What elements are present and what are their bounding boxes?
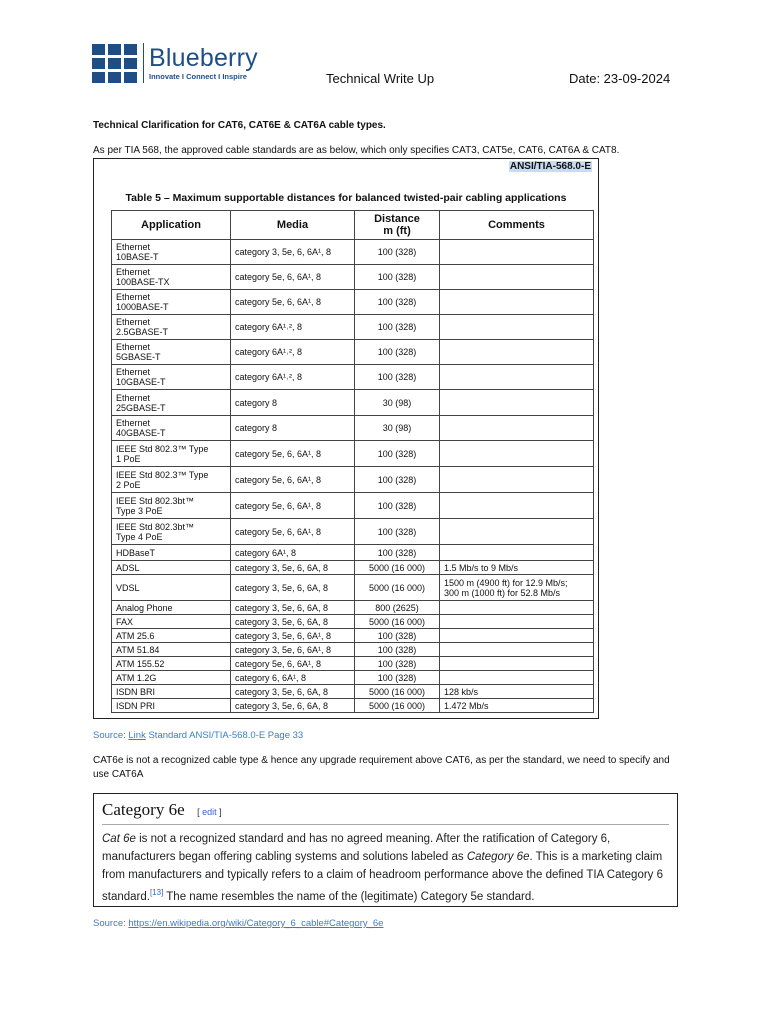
cell-application: ISDN BRI	[112, 685, 231, 699]
cell-media: category 5e, 6, 6A¹, 8	[231, 467, 355, 493]
cell-media: category 5e, 6, 6A¹, 8	[231, 441, 355, 467]
logo-grid-icon	[92, 44, 137, 83]
cell-comments	[440, 657, 594, 671]
cell-comments	[440, 340, 594, 365]
cell-application: ATM 1.2G	[112, 671, 231, 685]
cell-application: ISDN PRI	[112, 699, 231, 713]
standard-label: ANSI/TIA-568.0-E	[509, 161, 591, 172]
table-row	[112, 441, 594, 467]
cell-media: category 5e, 6, 6A¹, 8	[231, 519, 355, 545]
cell-comments	[440, 615, 594, 629]
cell-comments	[440, 315, 594, 340]
table-row	[112, 315, 594, 340]
cell-media: category 8	[231, 416, 355, 441]
cell-application: ADSL	[112, 561, 231, 575]
table-row	[112, 685, 594, 699]
cell-distance: 100 (328)	[355, 340, 440, 365]
cell-application: VDSL	[112, 575, 231, 601]
wiki-edit: [ edit ]	[197, 807, 222, 817]
cell-media: category 3, 5e, 6, 6A, 8	[231, 685, 355, 699]
cell-application: Ethernet 100BASE-TX	[112, 265, 231, 290]
wiki-heading-row	[102, 800, 669, 825]
table-row	[112, 519, 594, 545]
cell-comments	[440, 671, 594, 685]
table-row	[112, 290, 594, 315]
col-header-comments: Comments	[440, 211, 594, 240]
cell-comments: 1.5 Mb/s to 9 Mb/s	[440, 561, 594, 575]
table-header-row	[112, 211, 594, 240]
cell-distance: 100 (328)	[355, 545, 440, 561]
cell-comments	[440, 643, 594, 657]
distances-table	[111, 210, 594, 713]
cell-distance: 30 (98)	[355, 416, 440, 441]
col-header-distance: Distance m (ft)	[355, 211, 440, 240]
cell-application: ATM 25.6	[112, 629, 231, 643]
cell-distance: 5000 (16 000)	[355, 685, 440, 699]
cell-application: ATM 155.52	[112, 657, 231, 671]
cell-media: category 6A¹˒², 8	[231, 315, 355, 340]
table-row	[112, 671, 594, 685]
cell-distance: 100 (328)	[355, 290, 440, 315]
cell-comments	[440, 365, 594, 390]
table-row	[112, 467, 594, 493]
cell-application: IEEE Std 802.3™ Type 1 PoE	[112, 441, 231, 467]
cell-distance: 100 (328)	[355, 467, 440, 493]
cell-application: Ethernet 25GBASE-T	[112, 390, 231, 416]
logo-name: Blueberry	[149, 44, 258, 72]
cell-comments	[440, 601, 594, 615]
cell-media: category 3, 5e, 6, 6A, 8	[231, 601, 355, 615]
cell-media: category 5e, 6, 6A¹, 8	[231, 657, 355, 671]
cell-comments: 128 kb/s	[440, 685, 594, 699]
cell-comments	[440, 265, 594, 290]
cell-media: category 8	[231, 390, 355, 416]
cell-comments	[440, 467, 594, 493]
cell-distance: 5000 (16 000)	[355, 575, 440, 601]
cell-application: Ethernet 5GBASE-T	[112, 340, 231, 365]
table-row	[112, 493, 594, 519]
cell-distance: 100 (328)	[355, 265, 440, 290]
cell-media: category 6A¹, 8	[231, 545, 355, 561]
cell-media: category 5e, 6, 6A¹, 8	[231, 290, 355, 315]
cell-comments	[440, 290, 594, 315]
cell-distance: 100 (328)	[355, 629, 440, 643]
cell-distance: 100 (328)	[355, 315, 440, 340]
cell-application: FAX	[112, 615, 231, 629]
cell-distance: 5000 (16 000)	[355, 561, 440, 575]
cell-comments: 1.472 Mb/s	[440, 699, 594, 713]
cell-distance: 100 (328)	[355, 441, 440, 467]
table-row	[112, 575, 594, 601]
cell-distance: 100 (328)	[355, 671, 440, 685]
cell-distance: 100 (328)	[355, 519, 440, 545]
cat6e-note: CAT6e is not a recognized cable type & hence any upgrade requirement above CAT6, as per the standard, we need to specify and use CAT6A	[93, 755, 670, 780]
cell-comments	[440, 441, 594, 467]
wiki-title: Category 6e	[102, 800, 185, 819]
cell-distance: 100 (328)	[355, 240, 440, 265]
doc-date: Date: 23-09-2024	[569, 71, 671, 86]
table-row	[112, 390, 594, 416]
cell-distance: 100 (328)	[355, 493, 440, 519]
col-header-application: Application	[112, 211, 231, 240]
table-row	[112, 629, 594, 643]
cell-application: Ethernet 10BASE-T	[112, 240, 231, 265]
cell-distance: 5000 (16 000)	[355, 615, 440, 629]
table-row	[112, 340, 594, 365]
cell-distance: 800 (2625)	[355, 601, 440, 615]
table-source	[93, 730, 303, 741]
table-caption: Table 5 – Maximum supportable distances for balanced twisted-pair cabling applications	[125, 192, 567, 204]
intro-paragraph: As per TIA 568, the approved cable standards are as below, which only specifies CAT3, CAT5e, CAT6, CAT6A & CAT8.	[93, 145, 620, 156]
cell-media: category 5e, 6, 6A¹, 8	[231, 265, 355, 290]
col-header-media: Media	[231, 211, 355, 240]
cell-media: category 3, 5e, 6, 6A, 8	[231, 561, 355, 575]
cell-media: category 3, 5e, 6, 6A, 8	[231, 575, 355, 601]
cell-media: category 3, 5e, 6, 6A, 8	[231, 615, 355, 629]
standard-table-figure	[93, 158, 599, 719]
cell-distance: 100 (328)	[355, 657, 440, 671]
cell-comments	[440, 629, 594, 643]
cell-media: category 6A¹˒², 8	[231, 340, 355, 365]
cell-application: Ethernet 10GBASE-T	[112, 365, 231, 390]
wiki-reference-link[interactable]: [13]	[149, 888, 164, 897]
table-row	[112, 265, 594, 290]
wiki-source-link[interactable]: https://en.wikipedia.org/wiki/Category_6_cable#Category_6e	[128, 918, 384, 929]
cell-comments	[440, 416, 594, 441]
wiki-paragraph: Cat 6e is not a recognized standard and has no agreed meaning. After the ratification of Category 6, manufacturers began offering cabling systems and solutions labeled as Category 6e. This is a marketing claim from manufacturers and typically refers to a claim of headroom performance above the defined TIA Category 6 standard.[13] The name resembles the name of the (legitimate) Category 5e standard.	[102, 833, 664, 903]
doc-type-title: Technical Write Up	[326, 71, 435, 86]
cell-comments: 1500 m (4900 ft) for 12.9 Mb/s; 300 m (1000 ft) for 52.8 Mb/s	[440, 575, 594, 601]
wiki-edit-link[interactable]: edit	[202, 807, 217, 817]
table-row	[112, 657, 594, 671]
cell-media: category 3, 5e, 6, 6A¹, 8	[231, 643, 355, 657]
wikipedia-excerpt	[93, 793, 678, 907]
source-prefix: Source:	[93, 730, 129, 741]
logo-tagline: Innovate I Connect I Inspire	[149, 72, 247, 81]
cell-comments	[440, 545, 594, 561]
table-row	[112, 545, 594, 561]
table-row	[112, 643, 594, 657]
table-row	[112, 240, 594, 265]
logo-divider	[143, 43, 144, 83]
cell-comments	[440, 390, 594, 416]
table-row	[112, 561, 594, 575]
table-row	[112, 699, 594, 713]
cell-media: category 5e, 6, 6A¹, 8	[231, 493, 355, 519]
source-suffix: Standard ANSI/TIA-568.0-E Page 33	[145, 730, 304, 741]
cell-distance: 100 (328)	[355, 365, 440, 390]
wiki-source	[93, 918, 383, 929]
cell-distance: 5000 (16 000)	[355, 699, 440, 713]
table-row	[112, 365, 594, 390]
cell-application: Ethernet 2.5GBASE-T	[112, 315, 231, 340]
cell-application: IEEE Std 802.3™ Type 2 PoE	[112, 467, 231, 493]
cell-application: IEEE Std 802.3bt™ Type 4 PoE	[112, 519, 231, 545]
cell-application: Ethernet 40GBASE-T	[112, 416, 231, 441]
cell-distance: 100 (328)	[355, 643, 440, 657]
source-link[interactable]: Link	[128, 730, 146, 741]
company-logo	[92, 42, 258, 84]
section-heading: Technical Clarification for CAT6, CAT6E & CAT6A cable types.	[93, 120, 386, 131]
table-row	[112, 615, 594, 629]
cell-application: HDBaseT	[112, 545, 231, 561]
cell-comments	[440, 519, 594, 545]
cell-application: IEEE Std 802.3bt™ Type 3 PoE	[112, 493, 231, 519]
cell-media: category 3, 5e, 6, 6A, 8	[231, 699, 355, 713]
cell-application: Analog Phone	[112, 601, 231, 615]
cell-comments	[440, 493, 594, 519]
cell-application: ATM 51.84	[112, 643, 231, 657]
table-row	[112, 601, 594, 615]
cell-media: category 6, 6A¹, 8	[231, 671, 355, 685]
cell-media: category 6A¹˒², 8	[231, 365, 355, 390]
cell-comments	[440, 240, 594, 265]
cell-application: Ethernet 1000BASE-T	[112, 290, 231, 315]
table-body	[112, 240, 594, 713]
table-row	[112, 416, 594, 441]
cell-media: category 3, 5e, 6, 6A¹, 8	[231, 629, 355, 643]
cell-media: category 3, 5e, 6, 6A¹, 8	[231, 240, 355, 265]
cell-distance: 30 (98)	[355, 390, 440, 416]
source2-prefix: Source:	[93, 918, 129, 929]
